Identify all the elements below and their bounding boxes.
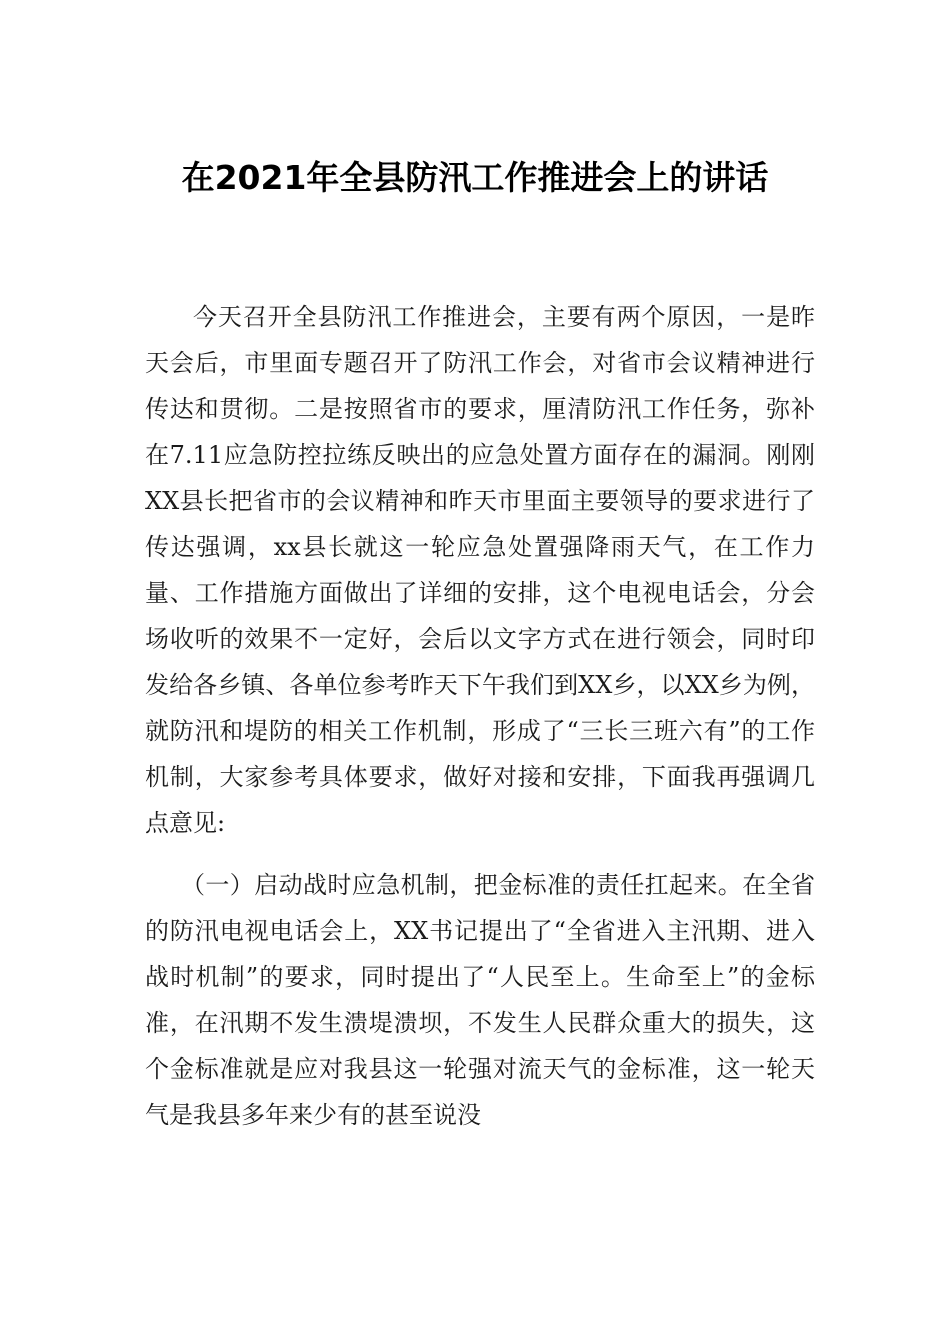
body-paragraph: 今天召开全县防汛工作推进会，主要有两个原因，一是昨天会后，市里面专题召开了防汛工作会，对省市会议精神进行传达和贯彻。二是按照省市的要求，厘清防汛工作任务，弥补在7.11应急防控拉练反映出的应急处置方面存在的漏洞。刚刚XX县长把省市的会议精神和昨天市里面主要领导的要求进行了传达强调，xx县长就这一轮应急处置强降雨天气，在工作力量、工作措施方面做出了详细的安排，这个电视电话会，分会场收听的效果不一定好，会后以文字方式在进行领会，同时印发给各乡镇、各单位参考昨天下午我们到XX乡，以XX乡为例，就防汛和堤防的相关工作机制，形成了“三长三班六有”的工作机制，大家参考具体要求，做好对接和安排，下面我再强调几点意见: bbox=[145, 303, 815, 837]
document-title: 在2021年全县防汛工作推进会上的讲话 bbox=[181, 158, 769, 197]
document-body bbox=[145, 294, 815, 1138]
body-paragraph: （一）启动战时应急机制，把金标准的责任扛起来。在全省的防汛电视电话会上，XX书记提出了“全省进入主汛期、进入战时机制”的要求，同时提出了“人民至上。生命至上”的金标准，在汛期不发生溃堤溃坝，不发生人民群众重大的损失，这个金标准就是应对我县这一轮强对流天气的金标准，这一轮天气是我县多年来少有的甚至说没 bbox=[145, 871, 815, 1129]
